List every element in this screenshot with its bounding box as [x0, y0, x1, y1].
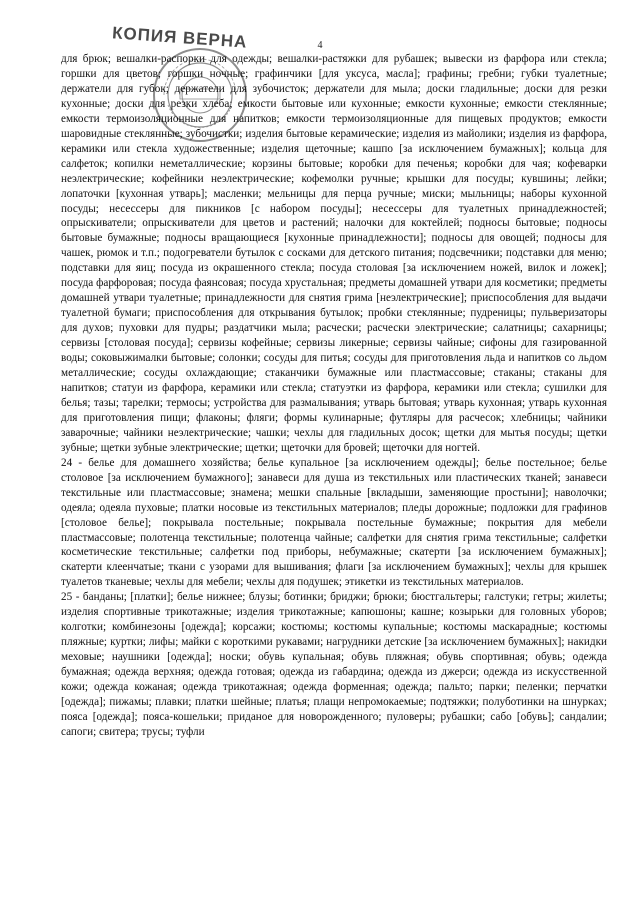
page-number: 4 — [317, 40, 323, 51]
paragraph-class-24: 24 - белье для домашнего хозяйства; белье купальное [за исключением одежды]; белье постельное; белье столовое [за исключением бумажного]; занавеси для душа из текстильных или пластических тканей; занавеси текстильные или пластмассовые; знамена; мешки спальные [вкладыши, заменяющие простыни]; наволочки; одеяла; одеяла пуховые; платки носовые из текстильных материалов; пледы дорожные; подложки для графинов [столовое белье]; покрывала постельные; покрывала постельные бумажные; покрытия для мебели пластмассовые; полотенца текстильные; полотенца чайные; салфетки для снятия грима текстильные; салфетки косметические текстильные; салфетки под приборы, небумажные; скатерти [за исключением бумажных]; скатерти клеенчатые; ткани с узорами для вышивания; флаги [за исключением бумажных]; чехлы для крышек туалетов тканевые; чехлы для мебели; чехлы для подушек; этикетки из текстильных материалов. — [61, 456, 607, 589]
copy-certified-stamp: КОПИЯ ВЕРНА — [111, 23, 249, 52]
paragraph-class-25: 25 - банданы; [платки]; белье нижнее; блузы; ботинки; бриджи; брюки; бюстгальтеры; галстуки; гетры; жилеты; изделия спортивные трикотажные; изделия трикотажные; капюшоны; кашне; козырьки для головных уборов; колготки; комбинезоны [одежда]; корсажи; костюмы; костюмы купальные; костюмы маскарадные; костюмы пляжные; куртки; лифы; майки с короткими рукавами; нагрудники детские [за исключением бумажных]; накидки меховые; наушники [одежда]; носки; обувь купальная; обувь пляжная; обувь спортивная; обувь; одежда бумажная; одежда верхняя; одежда готовая; одежда из габардина; одежда из джерси; одежда из искусственной кожи; одежда кожаная; одежда трикотажная; одежда форменная; одежда; пальто; парки; пеленки; перчатки [одежда]; пижамы; плавки; платки шейные; платья; плащи непромокаемые; подтяжки; полуботинки на шнурках; пояса [одежда]; пояса-кошельки; приданое для новорожденного; пуловеры; рубашки; сабо [обувь]; сандалии; сапоги; свитера; трусы; туфли — [61, 591, 607, 738]
document-body — [61, 52, 607, 740]
paragraph-class-21-continued: для брюк; вешалки-распорки для одежды; вешалки-растяжки для рубашек; вывески из фарфора или стекла; горшки для цветов; горшки ночные; графинчики [для уксуса, масла]; графины; гребни; губки туалетные; держатели для губок; держатели для зубочисток; держатели для мыла; доски гладильные; доски для резки кухонные; доски для резки хлеба; емкости бытовые или кухонные; емкости кухонные; емкости стеклянные; емкости термоизоляционные для напитков; емкости термоизоляционные для пищевых продуктов; емкости шаровидные стеклянные; зубочистки; изделия бытовые керамические; изделия из майолики; изделия из фарфора, керамики или стекла художественные; изделия щеточные; кашпо [за исключением бумажных]; кольца для салфеток; копилки неметаллические; корзины бытовые; коробки для печенья; коробки для чая; кофеварки неэлектрические; кофейники неэлектрические; кофемолки ручные; крышки для посуды; кувшины; лейки; лопаточки [кухонная утварь]; масленки; мельницы для перца ручные; миски; мыльницы; наборы кухонной посуды; несессеры для пикников [с набором посуды]; несессеры для туалетных принадлежностей; опрыскиватели; опрыскиватели для цветов и растений; налочки для коктейлей; подносы бытовые; подносы бытовые бумажные; подносы вращающиеся [кухонные принадлежности]; подносы для овощей; подносы для чашек, рюмок и т.п.; подогреватели бутылок с сосками для детского питания; подсвечники; подставки для меню; подставки для яиц; посуда из окрашенного стекла; посуда столовая [за исключением ножей, вилок и ложек]; посуда фарфоровая; посуда фаянсовая; посуда хрустальная; предметы домашней утвари для косметики; предметы домашней утвари туалетные; принадлежности для снятия грима [неэлектрические]; приспособления для выдачи туалетной бумаги; приспособления для открывания бутылок; пробки стеклянные; пудреницы; пульверизаторы для духов; пуховки для пудры; раздатчики мыла; расчески; расчески электрические; салатницы; сахарницы; сервизы [столовая посуда]; сервизы кофейные; сервизы ликерные; сервизы чайные; сифоны для газированной воды; соковыжималки бытовые; солонки; сосуды для питья; сосуды для приготовления льда и напитков со льдом металлические; сосуды охлаждающие; стаканчики бумажные или пластмассовые; стаканы; стаканы для напитков; статуи из фарфора, керамики или стекла; статуэтки из фарфора, керамики или стекла; сушилки для белья; тазы; тарелки; термосы; устройства для размалывания; утварь бытовая; утварь кухонная; утварь кухонная для приготовления пищи; флаконы; фляги; формы кулинарные; футляры для расчесок; хлебницы; чайники заварочные; чайники неэлектрические; чашки; чехлы для гладильных досок; щетки для мытья посуды; щетки зубные; щетки зубные электрические; щетки; щеточки для бровей; щеточки для ногтей. — [61, 53, 607, 454]
